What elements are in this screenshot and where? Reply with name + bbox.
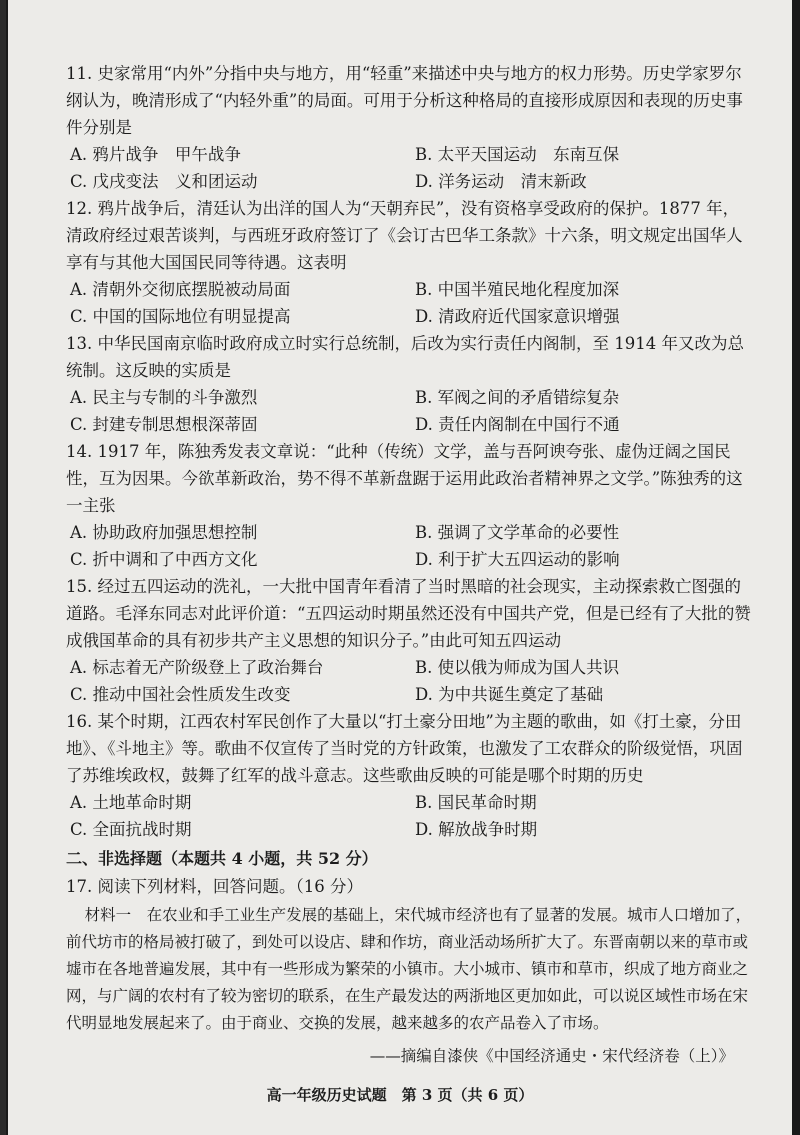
question-stem: 16. 某个时期，江西农村军民创作了大量以“打土豪分田地”为主题的歌曲，如《打土豪，分田地》、《斗地主》等。歌曲不仅宣传了当时党的方针政策，也激发了工农群众的阶级觉悟，巩固了苏维埃政权，鼓舞了红军的战斗意志。这些歌曲反映的可能是哪个时期的历史 (66, 712, 743, 785)
option-a: A. 清朝外交彻底摆脱被动局面 (70, 280, 291, 299)
option-c: C. 封建专制思想根深蒂固 (70, 415, 258, 434)
question-stem: 14. 1917 年，陈独秀发表文章说：“此种（传统）文学，盖与吾阿谀夸张、虚伪迂阔之国民性，互为因果。今欲革新政治，势不得不革新盘踞于运用此政治者精神界之文学。”陈独秀的这一主张 (66, 442, 743, 515)
page-footer: 高一年级历史试题 第 3 页（共 6 页） (266, 1086, 534, 1104)
option-a: A. 土地革命时期 (70, 793, 192, 812)
options (66, 789, 752, 843)
option-d: D. 为中共诞生奠定了基础 (415, 685, 604, 704)
options (66, 519, 752, 573)
option-c: C. 推动中国社会性质发生改变 (70, 685, 291, 704)
question-stem: 13. 中华民国南京临时政府成立时实行总统制，后改为实行责任内阁制，至 1914 年又改为总统制。这反映的实质是 (66, 334, 744, 380)
options (66, 654, 752, 708)
option-d: D. 洋务运动 清末新政 (415, 172, 587, 191)
option-c: C. 戊戌变法 义和团运动 (70, 172, 258, 191)
option-b: B. 太平天国运动 东南互保 (415, 145, 620, 164)
option-a: A. 协助政府加强思想控制 (70, 523, 258, 542)
question-17-prompt: 17. 阅读下列材料，回答问题。（16 分） (66, 877, 363, 896)
option-a: A. 鸦片战争 甲午战争 (70, 145, 241, 164)
option-c: C. 全面抗战时期 (70, 820, 192, 839)
section-heading: 二、非选择题（本题共 4 小题，共 52 分） (66, 849, 378, 868)
option-d: D. 解放战争时期 (415, 820, 538, 839)
material-1: 材料一 在农业和手工业生产发展的基础上，宋代城市经济也有了显著的发展。城市人口增加了，前代坊市的格局被打破了，到处可以设店、肆和作坊，商业活动场所扩大了。东晋南朝以来的草市或墟市在各地普遍发展，其中有一些形成为繁荣的小镇市。大小城市、镇市和草市，织成了地方商业之网，与广阔的农村有了较为密切的联系，在生产最发达的两浙地区更加如此，可以说区域性市场在宋代明显地发展起来了。由于商业、交换的发展，越来越多的农产品卷入了市场。 (66, 906, 752, 1032)
option-b: B. 中国半殖民地化程度加深 (415, 280, 620, 299)
option-b: B. 国民革命时期 (415, 793, 537, 812)
exam-page (8, 0, 792, 1135)
option-c: C. 折中调和了中西方文化 (70, 550, 258, 569)
question-16 (66, 708, 752, 843)
question-stem: 12. 鸦片战争后，清廷认为出洋的国人为“天朝弃民”，没有资格享受政府的保护。1877 年，清政府经过艰苦谈判，与西班牙政府签订了《会订古巴华工条款》十六条，明文规定出国华人享有与其他大国国民同等待遇。这表明 (66, 199, 743, 272)
options (66, 141, 752, 195)
question-stem: 11. 史家常用“内外”分指中央与地方，用“轻重”来描述中央与地方的权力形势。历史学家罗尔纲认为，晚清形成了“内轻外重”的局面。可用于分析这种格局的直接形成原因和表现的历史事件分别是 (66, 64, 743, 137)
option-d: D. 利于扩大五四运动的影响 (415, 550, 620, 569)
option-b: B. 军阀之间的矛盾错综复杂 (415, 388, 620, 407)
material-source: ——摘编自漆侠《中国经济通史・宋代经济卷（上）》 (369, 1047, 734, 1065)
book-gutter (0, 0, 6, 1135)
question-11 (66, 60, 752, 195)
option-d: D. 清政府近代国家意识增强 (415, 307, 620, 326)
question-12 (66, 195, 752, 330)
question-stem: 15. 经过五四运动的洗礼，一大批中国青年看清了当时黑暗的社会现实，主动探索救亡图强的道路。毛泽东同志对此评价道：“五四运动时期虽然还没有中国共产党，但是已经有了大批的赞成俄国革命的具有初步共产主义思想的知识分子。”由此可知五四运动 (66, 577, 751, 650)
option-b: B. 使以俄为师成为国人共识 (415, 658, 620, 677)
option-b: B. 强调了文学革命的必要性 (415, 523, 620, 542)
question-14 (66, 438, 752, 573)
options (66, 276, 752, 330)
question-13 (66, 330, 752, 438)
question-15 (66, 573, 752, 708)
option-a: A. 民主与专制的斗争激烈 (70, 388, 258, 407)
option-c: C. 中国的国际地位有明显提高 (70, 307, 291, 326)
option-a: A. 标志着无产阶级登上了政治舞台 (70, 658, 324, 677)
option-d: D. 责任内阁制在中国行不通 (415, 415, 620, 434)
options (66, 384, 752, 438)
